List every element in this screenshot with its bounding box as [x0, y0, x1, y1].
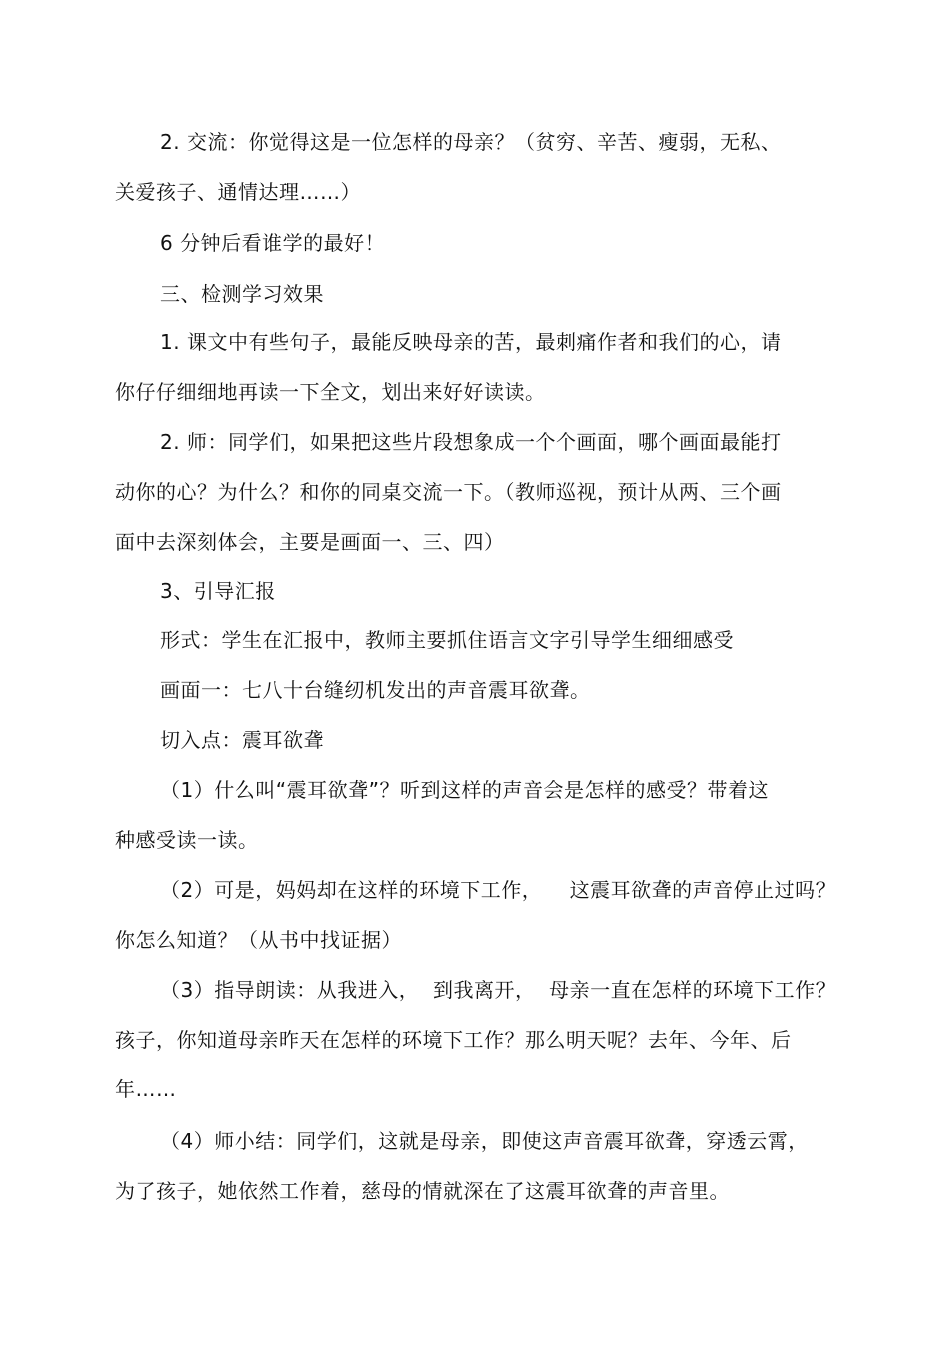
subsection-heading: 3、引导汇报: [160, 579, 276, 603]
text-line: 你怎么知道？（从书中找证据）: [115, 928, 402, 952]
text-line: 6 分钟后看谁学的最好！: [160, 231, 386, 255]
text-line: 种感受读一读。: [115, 828, 259, 852]
text-line: 为了孩子，她依然工作着，慈母的情就深在了这震耳欲聋的声音里。: [115, 1179, 730, 1203]
text-line: 切入点：震耳欲聋: [160, 728, 324, 752]
text-line: 形式：学生在汇报中，教师主要抓住语言文字引导学生细细感受: [160, 628, 734, 652]
text-line: 你仔仔细细地再读一下全文，划出来好好读读。: [115, 380, 546, 404]
text-line: 孩子，你知道母亲昨天在怎样的环境下工作？那么明天呢？去年、今年、后: [115, 1028, 792, 1052]
text-line: 面中去深刻体会，主要是画面一、三、四）: [115, 530, 505, 554]
text-line: 1. 课文中有些句子，最能反映母亲的苦，最刺痛作者和我们的心，请: [160, 330, 782, 354]
text-line: （4）师小结：同学们，这就是母亲，即使这声音震耳欲聋，穿透云霄，: [160, 1129, 809, 1153]
section-heading: 三、检测学习效果: [160, 282, 324, 306]
text-line: 关爱孩子、通情达理……）: [115, 180, 361, 204]
text-line: 动你的心？为什么？和你的同桌交流一下。（教师巡视，预计从两、三个画: [115, 480, 782, 504]
text-line: 画面一：七八十台缝纫机发出的声音震耳欲聋。: [160, 678, 591, 702]
text-line: （3）指导朗读：从我进入， 到我离开， 母亲一直在怎样的环境下工作？: [160, 978, 837, 1002]
text-line: 2. 交流：你觉得这是一位怎样的母亲？（贫穷、辛苦、瘦弱，无私、: [160, 130, 782, 154]
text-line: 2. 师：同学们，如果把这些片段想象成一个个画面，哪个画面最能打: [160, 430, 782, 454]
text-line: 年……: [115, 1077, 177, 1101]
text-line: （2）可是，妈妈却在这样的环境下工作， 这震耳欲聋的声音停止过吗？: [160, 878, 837, 902]
text-line: （1）什么叫“震耳欲聋”？听到这样的声音会是怎样的感受？带着这: [160, 778, 769, 802]
